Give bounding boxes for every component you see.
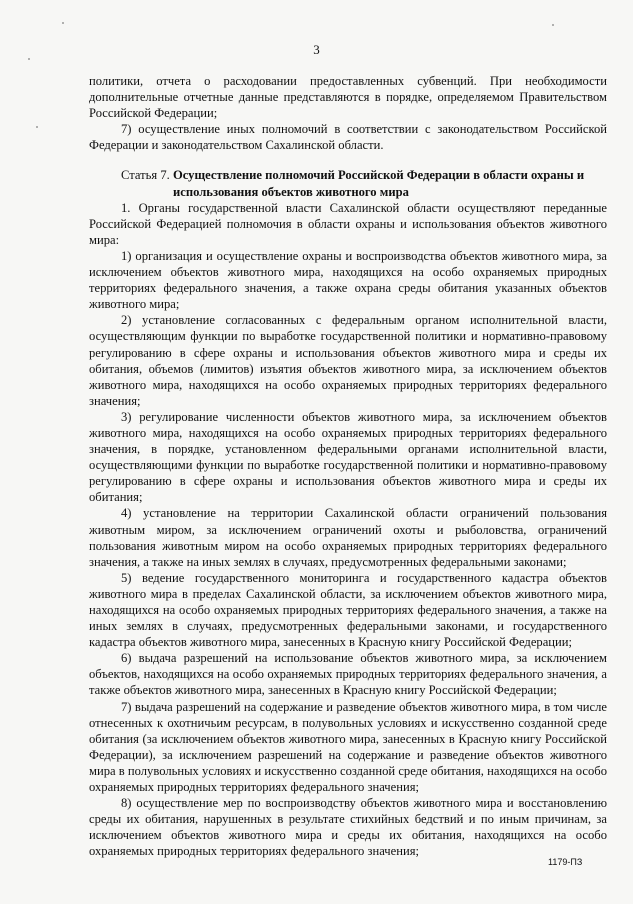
main-paragraphs (89, 200, 607, 860)
document-body (89, 73, 607, 860)
paragraph: 2) установление согласованных с федеральным органом исполнительной власти, осуществляющим функции по выработке государственной политики и нормативно-правовому регулированию в сфере охраны и использования объектов животного мира и среды их обитания, объемов (лимитов) изъятия объектов животного мира, за исключением объектов животного мира, находящихся на особо охраняемых природных территориях федерального значения; (89, 313, 607, 408)
article-prefix: Статья 7. (121, 168, 173, 183)
scan-speck (28, 58, 30, 60)
page-number: 3 (313, 42, 320, 57)
paragraph: политики, отчета о расходовании предоставленных субвенций. При необходимости дополнительные отчетные данные представляются в порядке, определяемом Правительством Российской Федерации; (89, 74, 607, 121)
paragraph: 7) осуществление иных полномочий в соответствии с законодательством Российской Федерации и законодательством Сахалинской области. (89, 122, 607, 153)
paragraph: 7) выдача разрешений на содержание и разведение объектов животного мира, в том числе отнесенных к охотничьим ресурсам, в полувольных условиях и искусственно созданной среде обитания (за исключением объектов животного мира, занесенных в Красную книгу Российской Федерации), за исключением разрешений на содержание и разведение объектов животного мира в полувольных условиях и искусственно созданной среде обитания, находящихся на особо охраняемых природных территориях федерального значения; (89, 699, 607, 795)
article-title-line1: Осуществление полномочий Российской Федерации в области охраны и (172, 168, 585, 183)
paragraph: 3) регулирование численности объектов животного мира, за исключением объектов животного мира, находящихся на особо охраняемых природных территориях федерального значения, в порядке, установленном федеральными органами исполнительной власти, осуществляющими функции по выработке государственной политики и нормативно-правовому регулированию в сфере охраны и использования объектов животного мира и среды их обитания; (89, 409, 607, 505)
scan-speck (62, 22, 64, 24)
paragraph: 6) выдача разрешений на использование объектов животного мира, за исключением объектов, находящихся на особо охраняемых природных территориях федерального значения, а также объектов животного мира, занесенных в Красную книгу Российской Федерации; (89, 651, 607, 698)
paragraph: 4) установление на территории Сахалинской области ограничений пользования животным миром, за исключением ограничений охоты и рыболовства, ограничений пользования животным миром на особо охраняемых природных территориях федерального значения, а также на иных землях в случаях, предусмотренных федеральными законами; (89, 506, 607, 569)
paragraph: 1) организация и осуществление охраны и воспроизводства объектов животного мира, за исключением объектов животного мира, находящихся на особо охраняемых природных территориях федерального значения, а также охрана среды обитания указанных объектов животного мира; (89, 248, 607, 312)
article-title-line2: использования объектов животного мира (173, 184, 409, 199)
paragraph: 8) осуществление мер по воспроизводству объектов животного мира и восстановлению среды их обитания, нарушенных в результате стихийных бедствий и по иным причинам, за исключением объектов животного мира и среды их обитания, находящихся на особо охраняемых природных территориях федерального значения; (89, 796, 607, 859)
scan-speck (552, 24, 554, 26)
scan-speck (36, 126, 38, 128)
top-paragraphs (89, 73, 607, 153)
article-heading (89, 167, 607, 199)
paragraph: 1. Органы государственной власти Сахалинской области осуществляют переданные Российской Федерацией полномочия в области охраны и использования объектов животного мира: (89, 200, 607, 247)
paragraph: 5) ведение государственного мониторинга и государственного кадастра объектов животного мира в пределах Сахалинской области, за исключением объектов животного мира, находящихся на особо охраняемых природных территориях федерального значения, а также на иных землях в случаях, предусмотренных федеральными законами, и государственного кадастра объектов животного мира, занесенных в Красную книгу Российской Федерации; (89, 570, 607, 650)
document-code: 1179-ПЗ (548, 857, 583, 867)
